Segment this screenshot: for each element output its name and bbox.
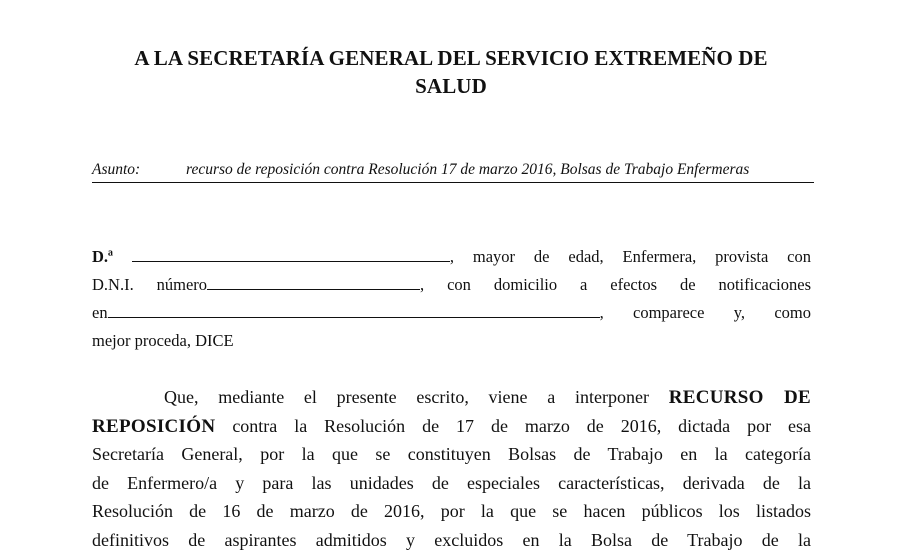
body-line-2 [92,412,811,442]
recurso-heading-part-2: REPOSICIÓN [92,415,216,437]
identity-line-3-text: , comparece y, como [599,303,811,322]
subject-line [92,159,814,181]
identity-line-2-text: , con domicilio a efectos de notificaciones [420,275,812,294]
body-line-4: de Enfermero/a y para las unidades de especiales características, derivada de la [92,472,811,493]
identity-line-4: mejor proceda, DICE [92,331,234,350]
subject-text: recurso de reposición contra Resolución 17 de marzo 2016, Bolsas de Trabajo Enfermeras [186,161,750,178]
document-title-continuation: SALUD [415,74,487,98]
body-line-1-text: Que, mediante el presente escrito, viene a interponer [164,387,649,407]
address-label: en [92,303,108,322]
body-line-3: Secretaría General, por la que se constituyen Bolsas de Trabajo en la categoría [92,444,811,465]
body-line-1 [92,383,811,413]
identity-line-1-text: , mayor de edad, Enfermera, provista con [449,247,812,266]
body-line-5: Resolución de 16 de marzo de 2016, por la que se hacen públicos los listados [92,501,811,522]
subject-underline [92,182,814,183]
identity-line-2 [92,271,811,299]
body-line-2-text: contra la Resolución de 17 de marzo de 2016, dictada por esa [232,415,812,436]
identity-line-3 [92,299,811,327]
dni-label: D.N.I. número [92,275,208,294]
dni-blank [207,271,420,290]
document-title: A LA SECRETARÍA GENERAL DEL SERVICIO EXTREMEÑO DE [134,46,768,70]
identity-line-1 [92,243,811,271]
subject-label: Asunto: [92,161,141,178]
recurso-heading-part-1: RECURSO DE [668,387,811,408]
address-blank [108,299,600,318]
body-line-6: definitivos de aspirantes admitidos y excluidos en la Bolsa de Trabajo de la [92,530,811,550]
salutation-prefix: D.ª [92,247,113,266]
name-blank [132,243,450,262]
